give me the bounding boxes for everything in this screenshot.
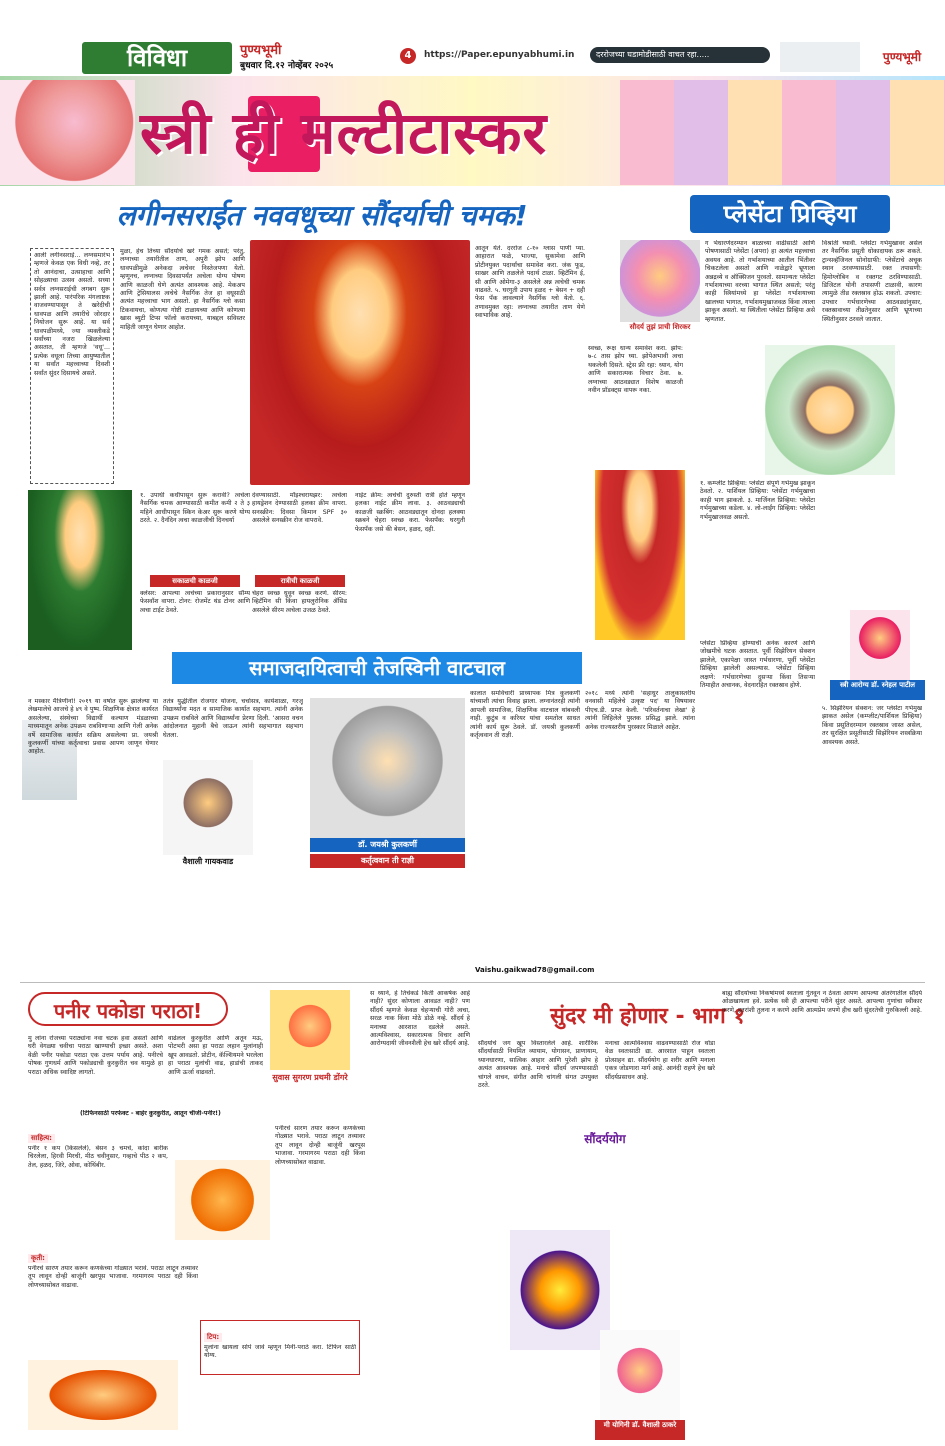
banner-title: स्त्री ही मल्टीटास्कर: [140, 99, 548, 167]
bridal-tips1: १. उपाधी कधीपासून सुरू करावी? त्वचेला नैसर्गिक चमक आण्यासाठी कमीत कमी २ ते ३ महिने आधीपासून स्किन केअर सुरू करणे योग्य ठरते. २. दैनंदिन त्वचा काळजीची दिनचर्या: [140, 492, 250, 525]
divider: [20, 982, 925, 983]
subject-photo-jayashri: [310, 698, 465, 838]
banner-woman-illustration: [0, 80, 135, 185]
paneer-cooking-note: (टिफिनसाठी परफेक्ट - बाहेर कुरकुरीत, आतून चीजी-पनीर!): [80, 1110, 221, 1117]
social-col4: २०१८ मध्ये त्यांनी 'सहाधुर तालुकास्तरीय वनवासी महिलेचे उत्कृष्ट पद' या विषयावर पीएच.डी. प्राप्त केली. 'परिवर्तनाचा लेखा' हे त्यांनी लिहिलेले पुस्तक प्रसिद्ध झाले. त्यांना अनेक राज्यस्तरीय पुरस्कार मिळाले आहेत.: [585, 690, 695, 731]
page-number: 4: [400, 48, 416, 64]
paratha-plate-photo: [28, 1360, 178, 1430]
social-headline: समाजदायित्वाची तेजस्विनी वाटचाल: [172, 652, 582, 684]
author-email[interactable]: Vaishu.gaikwad78@gmail.com: [475, 966, 595, 974]
bridal-tips3: नाईट क्रीम: त्वचेची दुरुस्ती रात्री होते म्हणून हलका नाईट क्रीम लावा. ३. आठवड्याची काळजी स्क्रबिंग: आठवड्यातून दोनदा हलक्या स्क्रबने चेहरा स्वच्छ करा. फेसपॅक: घरगुती फेसपॅक जसे की बेसन, हळद, दही.: [355, 492, 465, 533]
night-care-text: चेहरा स्वच्छ धुवून स्वच्छ करणे. सीरम: व्हिटॅमिन सी किंवा हायलुरोनिक ॲसिड असलेले सीरम त्वचेला उजळ ठेवते.: [252, 590, 347, 614]
bridal-intro: आली लगीनसराई... लग्नसमारंभ म्हणजे केवळ एक विधी नव्हे, तर तो आनंदाचा, उत्साहाचा आणि सोहळ्याचा उत्सव असतो. सध्या सर्वत्र लग्नसराईची लगबग सुरू झाली आहे. पारंपरिक मंगलाष्टक वाजवण्यापासून ते खरेदीची धावपळ आणि तयारीचे जोरदार नियोजन सुरू आहे. या सर्व धावपळीमध्ये, ज्या व्यक्तीकडे सर्वांच्या नजरा खिळलेल्या असतात, ती म्हणजे 'वधू'... प्रत्येक वधूला तिच्या आयुष्यातील या सर्वांत महत्त्वाच्या दिवशी सर्वांत सुंदर दिसायचे असते.: [34, 252, 110, 377]
yoga-chakra-illustration: [510, 1230, 610, 1350]
bride-portrait: [28, 490, 132, 650]
beauty-col1: स ध्याने, हे तिचेकडे किती आकर्षक आहे नाही? सुंदर कोणाला आवडत नाही? पण सौंदर्य म्हणजे केवळ चेहऱ्याची गोरी त्वचा, सरळ नाक किंवा मोठे डोळे नव्हे. सौंदर्य हे मनाच्या आरशात दडलेले असते. आत्मविश्वास, सकारात्मक विचार आणि आरोग्यदायी जीवनशैली हेच खरे सौंदर्य आहे.: [370, 990, 470, 1048]
ticker: दररोजच्या घडामोडीसाठी वाचत रहा.....: [590, 47, 770, 63]
doctor-caption: स्त्री आरोग्य डॉ. स्नेहल पाटील: [830, 680, 925, 700]
placenta-col2: विश्रांती घ्यावी. प्लेसेंटा गर्भमुखावर असेल तर नैसर्गिक प्रसूती धोकादायक ठरू शकते. ट्रान्सव्हॅजिनल सोनोग्राफी: प्लेसेंटाचे अचूक स्थान ठरवण्यासाठी. रक्त तपासणी: हिमोग्लोबिन व रक्तगट ठरविण्यासाठी. डिजिटल योनी तपासणी टाळावी, कारण त्यामुळे तीव्र रक्तस्राव होऊ शकतो. उपचार: उपचार गर्भधारणेच्या आठवड्यांनुसार, रक्तस्रावाच्या तीव्रतेनुसार आणि भ्रूणाच्या स्थितीनुसार ठरवले जातात.: [822, 240, 922, 323]
yoga-label: सौंदर्ययोग: [584, 1132, 626, 1146]
placenta-types: १. कम्प्लीट प्रिव्हिया: प्लेसेंटा संपूर्ण गर्भमुख झाकून ठेवतो. २. पार्शियल प्रिव्हिया: प्लेसेंटा गर्भमुखाचा काही भाग झाकतो. ३. मार्जिनल प्रिव्हिया: प्लेसेंटा गर्भमुखाच्या कडेला. ४. लो-लाईंग प्रिव्हिया: प्लेसेंटा गर्भमुखाजवळ असतो.: [700, 480, 815, 521]
paneer-headline: पनीर पकोडा पराठा!: [28, 992, 228, 1026]
placenta-right: ५. सिझेरियन सेक्शन: जर प्लेसेंटा गर्भमुख झाकत असेल (कम्प्लीट/पार्शियल प्रिव्हिया) किंवा प्रसूतिदरम्यान रक्तस्राव जास्त असेल, तर सुरक्षित प्रसूतीसाठी सिझेरियन शस्त्रक्रिया आवश्यक असते.: [822, 705, 922, 746]
beauty-col2: सौंदर्याचे जग खूप विस्तारलेले आहे. शारीरिक सौंदर्यासाठी नियमित व्यायाम, योगासन, प्राणायाम, ध्यानधारणा, सात्विक आहार आणि पुरेशी झोप हे अत्यंत आवश्यक आहे. मनाचे सौंदर्य जपण्यासाठी चांगले वाचन, संगीत आणि चांगली संगत उपयुक्त ठरते.: [478, 1040, 598, 1090]
night-care-label: रात्रीची काळजी: [255, 575, 345, 587]
placenta-beauty-author: सौदर्य तुझं प्राची शिरकर: [620, 322, 700, 342]
social-col2b: [258, 760, 306, 980]
placenta-col1: ग र्भधारणेदरम्यान बाळाच्या वाढीसाठी आणि पोषणासाठी प्लेसेंटा (अपरा) हा अत्यंत महत्त्वाचा अवयव आहे. तो गर्भाशयाच्या आतील भिंतीवर चिकटलेला असतो आणि नाळेद्वारे भ्रूणाला अन्नद्रव्ये व ऑक्सिजन पुरवतो. सामान्यतः प्लेसेंटा गर्भाशयाच्या वरच्या भागात स्थित असतो; परंतु काही स्त्रियांमध्ये हा प्लेसेंटा गर्भाशयाच्या खालच्या भागात, गर्भाशयमुखाजवळ किंवा त्याला झाकून असतो. या स्थितीला प्लेसेंटा प्रिव्हिया असे म्हणतात.: [705, 240, 815, 323]
paratha-photo: [175, 1160, 270, 1240]
subject-name: डॉ. जयश्री कुलकर्णी: [310, 838, 465, 852]
method-label: कृती:: [28, 1254, 48, 1263]
author-photo-prachi: [620, 240, 700, 330]
social-col2a: ततंत्र युद्धीतील रोजगार योजना, चर्चासत्र, कार्यशाळा, गरजू विद्यार्थ्यांना मदत व सामाजिक कार्यात सहभाग. त्यांनी अनेक उपक्रम राबविले आणि विद्यार्थ्यांना प्रेरणा दिली. ‘आसरा वचन आंदोलनात मुहानी बैचे जाऊन त्यांनी सहभागात सहभाग घेतला.: [163, 698, 303, 739]
paneer-steps: पनीरचे सारण तयार करून कणकेच्या गोळ्यात भरावे. पराठा लाटून तव्यावर तूप लावून दोन्ही बाजूंनी खरपूस भाजावा. गरमागरम पराठा दही किंवा लोणच्यासोबत वाढावा.: [275, 1125, 365, 1166]
placenta-headline: प्लेसेंटा प्रिव्हिया: [690, 195, 890, 233]
small-ad: [780, 42, 860, 72]
tip-text: मुलांना खायला सोपे जावे म्हणून मिनी-पराठे करा. टिफिन साठी योग्य.: [204, 1344, 356, 1360]
tip-label: टिप:: [204, 1333, 222, 1342]
social-col1: न मस्कार मैत्रिणींनो! २०१९ या वर्षात सुरू झालेल्या या लेखमालेचे आजचे हे ४९ वे पुष्प. शिक्षणिक क्षेत्रात कार्यरत असलेल्या, संस्थेच्या विद्यार्थी कल्याण मंडळाच्या माध्यमातून अनेक उपक्रम राबविणाऱ्या आणि गेली अनेक वर्षे सामाजिक कार्यात सक्रिय असलेल्या प्रा. जयश्री कुलकर्णी यांच्या कर्तृत्वाचा प्रवास आपण जाणून घेणार आहोत.: [28, 698, 158, 756]
bridal-headline: लगीनसराईत नववधूच्या सौंदर्याची चमक!: [116, 199, 528, 232]
banner-women-photos: [620, 80, 945, 185]
ingredients-list: पनीर १ कप (किसलेले), बेसन ३ चमचे, कांदा बारीक चिरलेला, हिरवी मिरची, मीठ चवीनुसार, गव्हाचे पीठ २ कप, तेल, हळद, जिरे, ओवा, कोथिंबीर.: [28, 1145, 168, 1169]
beauty-col4: बाह्य सौंदर्याच्या निकषांमध्ये स्वतःला गुंतवून न ठेवता आपण आपल्या अंतरंगातील सौंदर्य ओळखायला हवे. प्रत्येक स्त्री ही आपल्या परीने सुंदर असते. आपल्या गुणांचा स्वीकार करणे, इतरांशी तुलना न करणे आणि आत्मप्रेम जपणे हीच खरी सुंदरतेची गुरुकिल्ली आहे.: [722, 990, 922, 1014]
paneer-col2: वाढेलल कुरकुरीत आणि अतून मऊ, पोटभरी असा हा पराठा लहान मुलांनाही खूप आवडतो. प्रोटीन, कॅल्शियमने भरलेला हा पराठा मुलांची वाढ, हाडांची ताकद आणि ऊर्जा वाढवतो.: [168, 1035, 263, 1076]
author-photo-yogini: [600, 1330, 680, 1420]
author-caption: वैशाली गायकवाड: [163, 855, 253, 869]
bride-photo: [250, 240, 470, 485]
social-col3: कालात समविचारी प्राध्यापक मित्र कुलकर्णी यांच्याशी त्यांचा विवाह झाला. लग्नानंतरही त्यांनी आपली सामाजिक, शिक्षणिक वाटचाल थांबवली नाही. कुटुंब व करियर यांचा समतोल साधत त्यांनी कार्य सुरू ठेवले. डॉ. जयश्री कुलकर्णी कर्तृत्ववान ती राज्ञी.: [470, 690, 580, 740]
ingredients-label: साहित्य:: [28, 1134, 55, 1143]
placenta-bottom: प्लेसेंटा प्रिव्हिया होण्याची अनेक कारणे आणि जोखमीचे घटक असतात. पूर्वी सिझेरियन सेक्शन झालेले, एकापेक्षा जास्त गर्भधारणा, पूर्वी प्लेसेंटा प्रिव्हिया झालेली असल्यास. प्लेसेंटा प्रिव्हिया लक्षणे: गर्भधारणेच्या दुसऱ्या किंवा तिसऱ्या तिमाहीत अचानक, वेदनारहित रक्तस्राव होणे.: [700, 640, 815, 690]
bridal-col3: आतून येते. दररोज ८-१० ग्लास पाणी प्या. आहारात फळे, भाज्या, सुकामेवा आणि प्रोटीनयुक्त पदार्थांचा समावेश करा. जंक फूड, साखर आणि तळलेले पदार्थ टाळा. व्हिटॅमिन ई, सी आणि ओमेगा-३ असलेले अन्न त्वचेची चमक वाढवते. ५. घरगुती उपाय हळद + बेसन + दही फेस पॅक लावल्याने नैसर्गिक ग्लो येतो. ६. तणावमुक्त रहा: लग्नाच्या तयारीत ताण येणे स्वाभाविक आहे.: [475, 245, 585, 320]
section-label: विविधा: [82, 42, 232, 74]
chef-photo: [270, 990, 350, 1070]
paneer-intro: मु लांना रोजच्या पराठ्यांना नवा चटक हवा असतो आणि घरी वेगळ्या चवीचा पराठा खाण्याची इच्छा असते. अशा वेळी पनीर पकोडा पराठा एक उत्तम पर्याय आहे. पनीरचे पोषक गुणधर्म आणि पकोड्याची कुरकुरीत चव यामुळे हा पराठा अधिक स्वादिष्ट लागतो.: [28, 1035, 163, 1076]
header-strip: [0, 0, 945, 42]
beauty-headline: सुंदर मी होणार - भाग १: [550, 1004, 745, 1029]
bridal-col2: मुळा, हेच तिच्या सौंदर्याचे खरे गमक असते; परंतु, लग्नाच्या तयारीतील ताण, अपुरी झोप आणि धावपळीमुळे अनेकदा त्वचेवर निस्तेजपणा येतो. म्हणूनच, लग्नाच्या दिवसापर्यंत त्वचेला योग्य पोषण आणि काळजी घेणे अत्यंत आवश्यक आहे. मेकअप आणि ट्रेसियालस त्वचेचे नैसर्गिक तेज हा वधूसाठी अत्यंत महत्त्वाचा भाग असतो. हा नैसर्गिक ग्लो कसा टिकवायचा, कोणत्या गोष्टी टाळायच्या आणि कोणत्या खास ब्युटी टिप्स फॉलो करायच्या, याबद्दल सविस्तर माहिती जाणून घेणार आहोत.: [120, 248, 245, 331]
dateline: बुधवार दि.१२ नोव्हेंबर २०२५: [240, 61, 334, 71]
paper-url[interactable]: https://Paper.epunyabhumi.in: [424, 50, 575, 60]
morning-care-label: सकाळची काळजी: [150, 575, 240, 587]
logo-right: पुण्यभूमी: [882, 50, 922, 64]
doctor-photo: [850, 610, 910, 680]
ingredients-box: [28, 1125, 168, 1240]
bridal-mid-text: स्वच्छ, रूक्ष धान्य समावेश करा. झोप: ७-८ तास झोप घ्या. झोपेअभावी त्वचा थकलेली दिसते. स्ट्रेस फ्री रहा: ध्यान, योग आणि सकारात्मक विचार ठेवा. ७. लग्नाच्या आठवड्यात विशेष काळजी नवीन प्रॉडक्ट्स वापरू नका.: [588, 345, 683, 395]
subject-tag: कर्तृत्ववान ती राज्ञी: [310, 854, 465, 868]
author-photo-vaishali: [163, 760, 253, 855]
masthead: पुण्यभूमी: [240, 43, 282, 58]
method-text: पनीरचे सारण तयार करून कणकेच्या गोळ्यात भरावे. पराठा लाटून तव्यावर तूप लावून दोन्ही बाजूंनी खरपूस भाजावा. गरमागरम पराठा दही किंवा लोणच्यासोबत वाढावा.: [28, 1265, 198, 1289]
yogini-caption: मी योगिनी डॉ. वैशाली ठाकरे: [595, 1420, 685, 1440]
woman-saree-photo: [595, 470, 685, 640]
tip-box: [200, 1320, 360, 1375]
bridal-intro-box: [30, 248, 114, 484]
beauty-col3: मनाचा आत्मविश्वास वाढवण्यासाठी रोज थोडा वेळ स्वतःसाठी द्या. आरशात पाहून स्वतःला प्रोत्साहन द्या. सौंदर्ययोग हा शरीर आणि मनाला एकत्र जोडणारा मार्ग आहे. आनंदी राहणे हेच खरे सौंदर्यप्रसाधन आहे.: [605, 1040, 715, 1081]
method-box: [28, 1245, 198, 1355]
chef-caption: सुवास सुगरण प्रथमी डोंगरे: [260, 1072, 360, 1094]
bridal-tips2: देवण्यासाठी. मॉइश्चरायझर: त्वचेला हायड्रेशन देण्यासाठी हलका क्रीम वापरा. सनस्क्रीन: दिवसा किमान SPF ३० असलेले सनस्क्रीन रोज वापरावे.: [252, 492, 347, 525]
morning-care-text: क्लेंसर: आपल्या त्वचेच्या प्रकारानुसार सौम्य फेसवॉश वापरा. टोनर: रोजमेंट थंड टोनर आणि त्वचा टाईट ठेवते.: [140, 590, 250, 614]
